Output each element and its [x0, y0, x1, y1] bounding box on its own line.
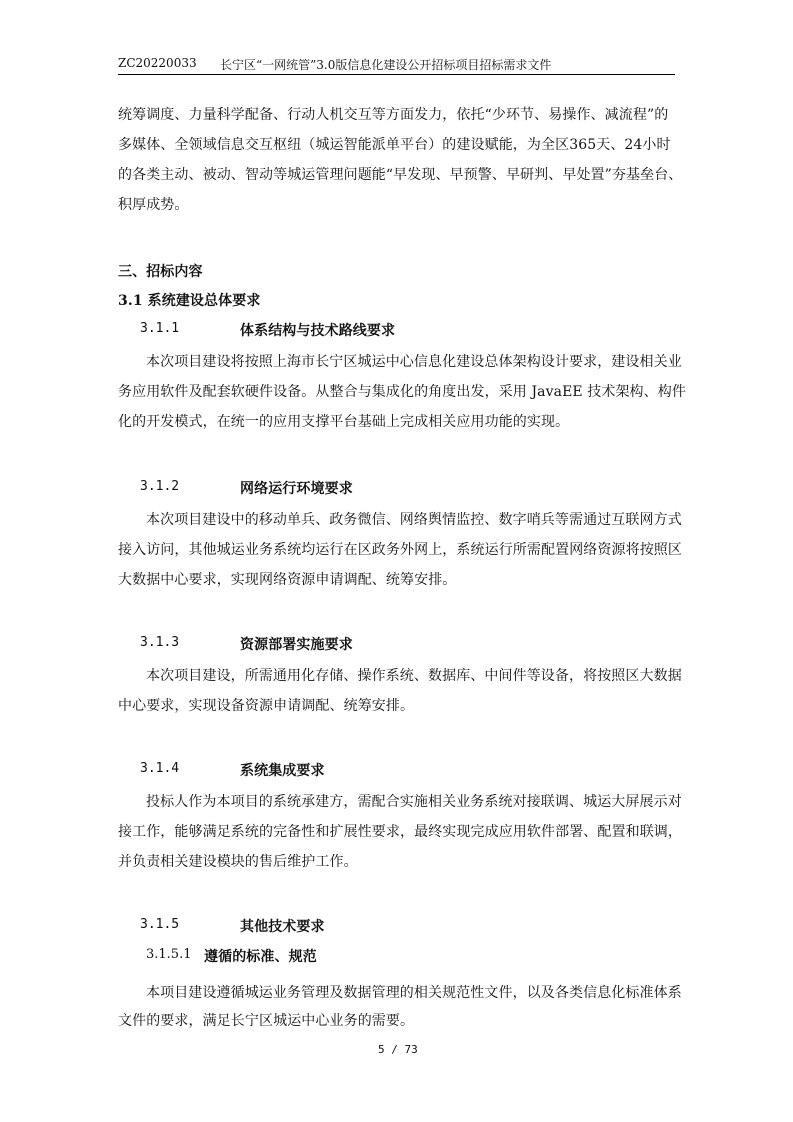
heading-3-1-2-title: 网络运行环境要求	[240, 481, 353, 497]
para-3-1-4-line-3: 并负责相关建设模块的售后维护工作。	[118, 854, 358, 870]
intro-line-1: 统筹调度、力量科学配备、行动人机交互等方面发力，依托“少环节、易操作、减流程”的	[118, 107, 669, 123]
heading-3-1-3-number: 3.1.3	[140, 635, 180, 650]
section-3-1-title: 3.1 系统建设总体要求	[118, 293, 261, 309]
heading-3-1-3-title: 资源部署实施要求	[240, 637, 353, 653]
para-3-1-3-line-1: 本次项目建设，所需通用化存储、操作系统、数据库、中间件等设备，将按照区大数据	[146, 668, 682, 684]
para-3-1-2-line-3: 大数据中心要求，实现网络资源申请调配、统筹安排。	[118, 572, 457, 588]
intro-line-3: 的各类主动、被动、智动等城运管理问题能“早发现、早预警、早研判、早处置”夯基垒台、	[118, 167, 683, 183]
heading-3-1-2-number: 3.1.2	[140, 479, 180, 494]
heading-3-1-5-1-number: 3.1.5.1	[146, 947, 192, 962]
para-3-1-1-line-3: 化的开发模式，在统一的应用支撑平台基础上完成相关应用功能的实现。	[118, 414, 570, 430]
heading-3-1-1-number: 3.1.1	[140, 321, 180, 336]
para-3-1-4-line-2: 接工作，能够满足系统的完备性和扩展性要求，最终实现完成应用软件部署、配置和联调，	[118, 824, 682, 840]
heading-3-1-4-title: 系统集成要求	[240, 763, 325, 779]
header-rule	[118, 74, 675, 75]
heading-3-1-4-number: 3.1.4	[140, 761, 180, 776]
intro-line-4: 积厚成势。	[118, 197, 189, 213]
para-3-1-4-line-1: 投标人作为本项目的系统承建方，需配合实施相关业务系统对接联调、城运大屏展示对	[146, 794, 682, 810]
intro-line-2: 多媒体、全领域信息交互枢纽（城运智能派单平台）的建设赋能，为全区365天、24小时	[118, 137, 671, 153]
para-3-1-5-1-line-2: 文件的要求，满足长宁区城运中心业务的需要。	[118, 1013, 415, 1029]
heading-3-1-5-title: 其他技术要求	[240, 919, 325, 935]
heading-3-1-5-1-title: 遵循的标准、规范	[204, 949, 317, 965]
page-number: 5 / 73	[378, 1043, 418, 1056]
header-code: ZC20220033	[118, 56, 197, 70]
heading-3-1-1-title: 体系结构与技术路线要求	[240, 323, 396, 339]
para-3-1-2-line-2: 接入访问，其他城运业务系统均运行在区政务外网上，系统运行所需配置网络资源将按照区	[118, 542, 682, 558]
header-title: 长宁区“一网统管”3.0版信息化建设公开招标项目招标需求文件	[220, 58, 552, 72]
para-3-1-1-line-2: 务应用软件及配套软硬件设备。从整合与集成化的角度出发，采用 JavaEE 技术架构、构件	[118, 384, 686, 400]
para-3-1-1-line-1: 本次项目建设将按照上海市长宁区城运中心信息化建设总体架构设计要求，建设相关业	[146, 354, 682, 370]
heading-3-1-5-number: 3.1.5	[140, 917, 180, 932]
section-3-title: 三、招标内容	[118, 264, 203, 280]
para-3-1-3-line-2: 中心要求，实现设备资源申请调配、统筹安排。	[118, 698, 415, 714]
para-3-1-5-1-line-1: 本项目建设遵循城运业务管理及数据管理的相关规范性文件，以及各类信息化标准体系	[146, 985, 682, 1001]
para-3-1-2-line-1: 本次项目建设中的移动单兵、政务微信、网络舆情监控、数字哨兵等需通过互联网方式	[146, 512, 682, 528]
